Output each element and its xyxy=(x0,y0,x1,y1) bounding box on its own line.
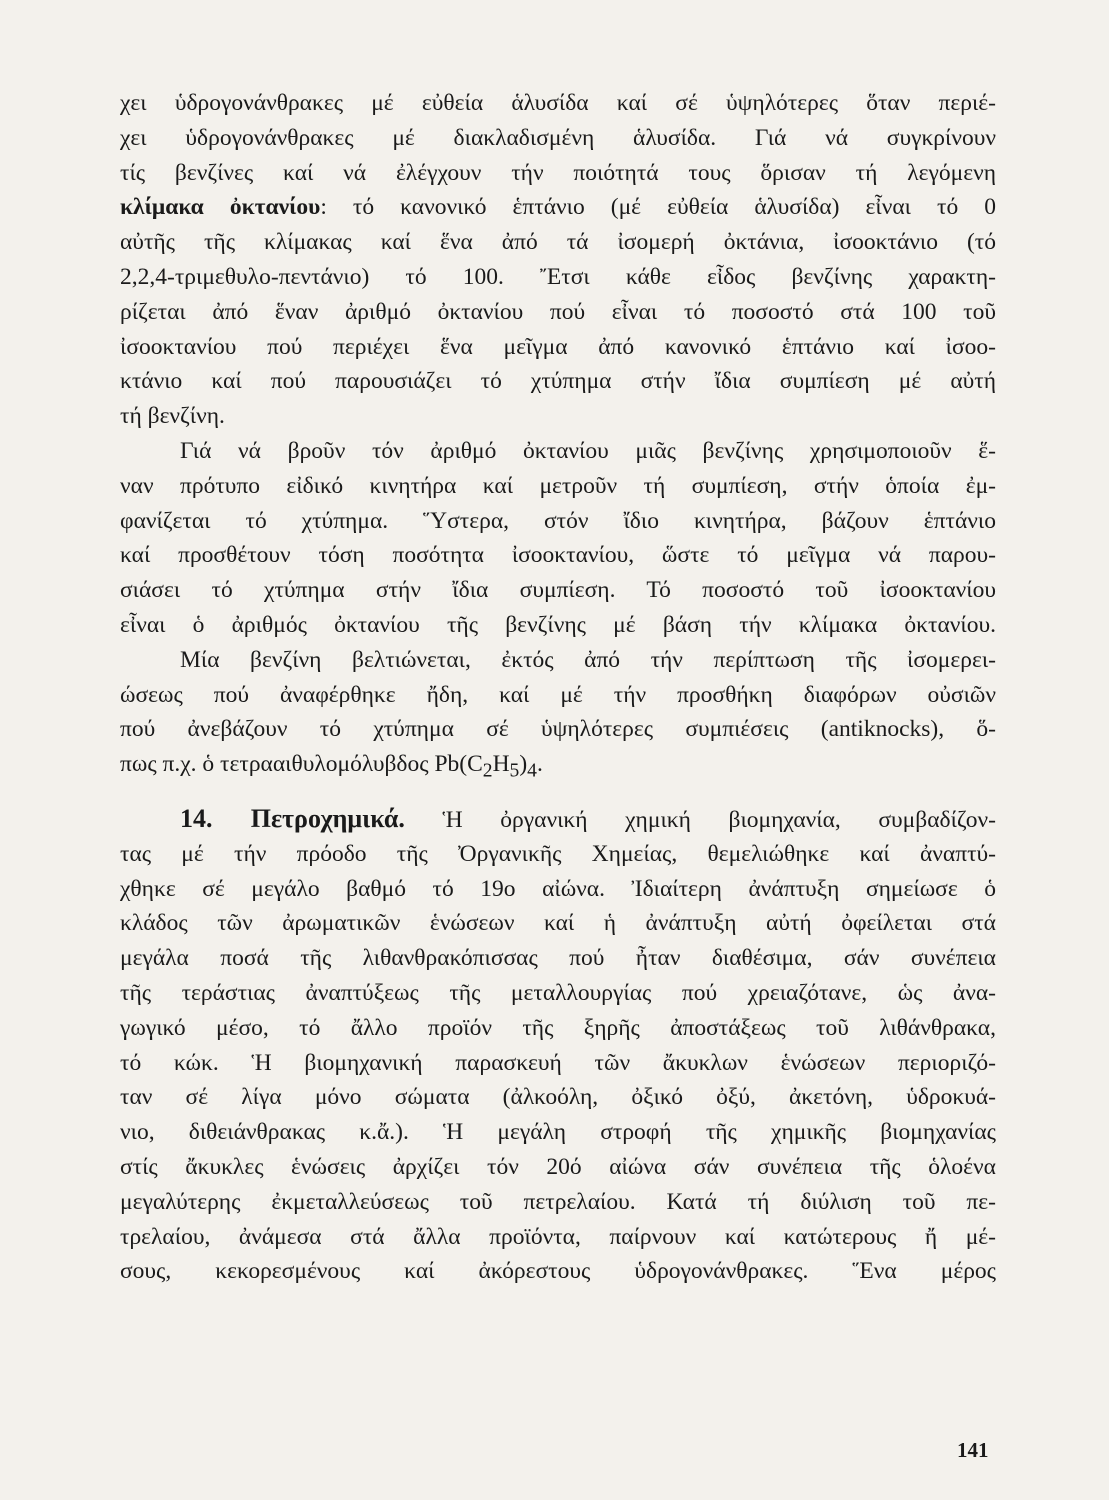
text-line: τή βενζίνη. xyxy=(120,403,225,430)
page-body xyxy=(120,86,996,1289)
text-line: τό κώκ. Ἡ βιομηχανική παρασκευή τῶν ἄκυκλων ἑνώσεων περιοριζό- xyxy=(120,1049,996,1076)
text-line: χει ὑδρογονάνθρακες μέ εὐθεία ἁλυσίδα καί σέ ὑψηλότερες ὅταν περιέ- xyxy=(120,90,996,116)
term-octane-scale: κλίμακα ὀκτανίου xyxy=(120,194,321,221)
text-line: εἶναι ὁ ἀριθμός ὀκτανίου τῆς βενζίνης μέ βάση τήν κλίμακα ὀκτανίου. xyxy=(120,611,996,638)
text-line: μεγαλύτερης ἐκμεταλλεύσεως τοῦ πετρελαίου. Κατά τή διύλιση τοῦ πε- xyxy=(120,1188,996,1215)
page-number: 141 xyxy=(957,1438,989,1462)
text-fragment: : τό κανονικό ἑπτάνιο (μέ εὐθεία ἁλυσίδα) εἶναι τό 0 xyxy=(320,194,997,221)
text-line: τρελαίου, ἀνάμεσα στά ἄλλα προϊόντα, παίρνουν καί κατώτερους ἤ μέ- xyxy=(120,1223,996,1250)
text-line xyxy=(120,747,996,782)
text-line: τίς βενζίνες καί νά ἐλέγχουν τήν ποιότητά τους ὅρισαν τή λεγόμενη xyxy=(120,159,996,186)
text-fragment: Ἡ ὀργανική χημική βιομηχανία, συμβαδίζον- xyxy=(404,806,996,833)
formula-subscript: 5 xyxy=(509,760,520,782)
text-line: κλάδος τῶν ἀρωματικῶν ἑνώσεων καί ἡ ἀνάπτυξη αὐτή ὀφείλεται στά xyxy=(120,910,996,937)
text-line: χθηκε σέ μεγάλο βαθμό τό 19ο αἰώνα. Ἰδιαίτερη ἀνάπτυξη σημείωσε ὁ xyxy=(120,875,996,902)
text-line: ώσεως πού ἀναφέρθηκε ἤδη, καί μέ τήν προσθήκη διαφόρων οὐσιῶν xyxy=(120,681,996,708)
text-line: γωγικό μέσο, τό ἄλλο προϊόν τῆς ξηρῆς ἀποστάξεως τοῦ λιθάνθρακα, xyxy=(120,1014,996,1041)
text-line xyxy=(120,190,996,225)
text-line: σους, κεκορεσμένους καί ἀκόρεστους ὑδρογονάνθρακες. Ἕνα μέρος xyxy=(120,1258,996,1285)
text-line: σιάσει τό χτύπημα στήν ἴδια συμπίεση. Τό ποσοστό τοῦ ἰσοοκτανίου xyxy=(120,577,996,604)
text-line: νιο, διθειάνθρακας κ.ἄ.). Ἡ μεγάλη στροφή τῆς χημικῆς βιομηχανίας xyxy=(120,1119,996,1146)
text-line: τῆς τεράστιας ἀναπτύξεως τῆς μεταλλουργίας πού χρειαζότανε, ὡς ἀνα- xyxy=(120,979,996,1006)
paragraph-antiknocks xyxy=(120,643,996,782)
section-petrochemicals xyxy=(120,802,996,1289)
text-line: αὐτῆς τῆς κλίμακας καί ἕνα ἀπό τά ἰσομερή ὀκτάνια, ἰσοοκτάνιο (τό xyxy=(120,229,996,256)
text-line: 2,2,4-τριμεθυλο-πεντάνιο) τό 100. Ἔτσι κάθε εἶδος βενζίνης χαρακτη- xyxy=(120,263,996,290)
text-line: κτάνιο καί πού παρουσιάζει τό χτύπημα στήν ἴδια συμπίεση μέ αὐτή xyxy=(120,368,996,395)
text-line xyxy=(120,802,996,837)
text-line: ναν πρότυπο εἰδικό κινητήρα καί μετροῦν τή συμπίεση, στήν ὁποία ἐμ- xyxy=(120,472,996,499)
text-line: Γιά νά βροῦν τόν ἀριθμό ὀκτανίου μιᾶς βενζίνης χρησιμοποιοῦν ἕ- xyxy=(180,437,996,464)
text-line: μεγάλα ποσά τῆς λιθανθρακόπισσας πού ἦταν διαθέσιμα, σάν συνέπεια xyxy=(120,945,996,972)
text-fragment: . xyxy=(536,751,543,778)
formula-bracket: ) xyxy=(519,751,528,778)
text-line: ἰσοοκτανίου πού περιέχει ἕνα μεῖγμα ἀπό κανονικό ἑπτάνιο καί ἰσοο- xyxy=(120,333,996,360)
formula-element: H xyxy=(492,751,510,778)
text-line: ταν σέ λίγα μόνο σώματα (ἀλκοόλη, ὀξικό ὀξύ, ἀκετόνη, ὑδροκυά- xyxy=(120,1084,996,1111)
text-line: Μία βενζίνη βελτιώνεται, ἐκτός ἀπό τήν περίπτωση τῆς ἰσομερει- xyxy=(180,646,996,673)
paragraph-octane-measurement xyxy=(120,434,996,643)
section-heading: 14. Πετροχημικά. xyxy=(180,803,405,833)
formula-subscript: 4 xyxy=(527,760,537,782)
text-line: τας μέ τήν πρόοδο τῆς Ὀργανικῆς Χημείας, θεμελιώθηκε καί ἀναπτύ- xyxy=(120,840,996,867)
text-line: φανίζεται τό χτύπημα. Ὕστερα, στόν ἴδιο κινητήρα, βάζουν ἑπτάνιο xyxy=(120,507,996,534)
text-fragment: πως π.χ. ὁ τετρααιθυλομόλυβδος Pb(C xyxy=(120,751,483,778)
text-line: πού ἀνεβάζουν τό χτύπημα σέ ὑψηλότερες συμπιέσεις (antiknocks), ὅ- xyxy=(120,716,996,743)
text-line: χει ὑδρογονάνθρακες μέ διακλαδισμένη ἁλυσίδα. Γιά νά συγκρίνουν xyxy=(120,124,996,151)
text-line: ρίζεται ἀπό ἕναν ἀριθμό ὀκτανίου πού εἶναι τό ποσοστό στά 100 τοῦ xyxy=(120,298,996,325)
text-line: στίς ἄκυκλες ἑνώσεις ἀρχίζει τόν 20ό αἰώνα σάν συνέπεια τῆς ὁλοένα xyxy=(120,1153,996,1180)
paragraph-octane-scale xyxy=(120,86,996,434)
formula-subscript: 2 xyxy=(482,760,493,782)
text-line: καί προσθέτουν τόση ποσότητα ἰσοοκτανίου, ὥστε τό μεῖγμα νά παρου- xyxy=(120,542,996,569)
